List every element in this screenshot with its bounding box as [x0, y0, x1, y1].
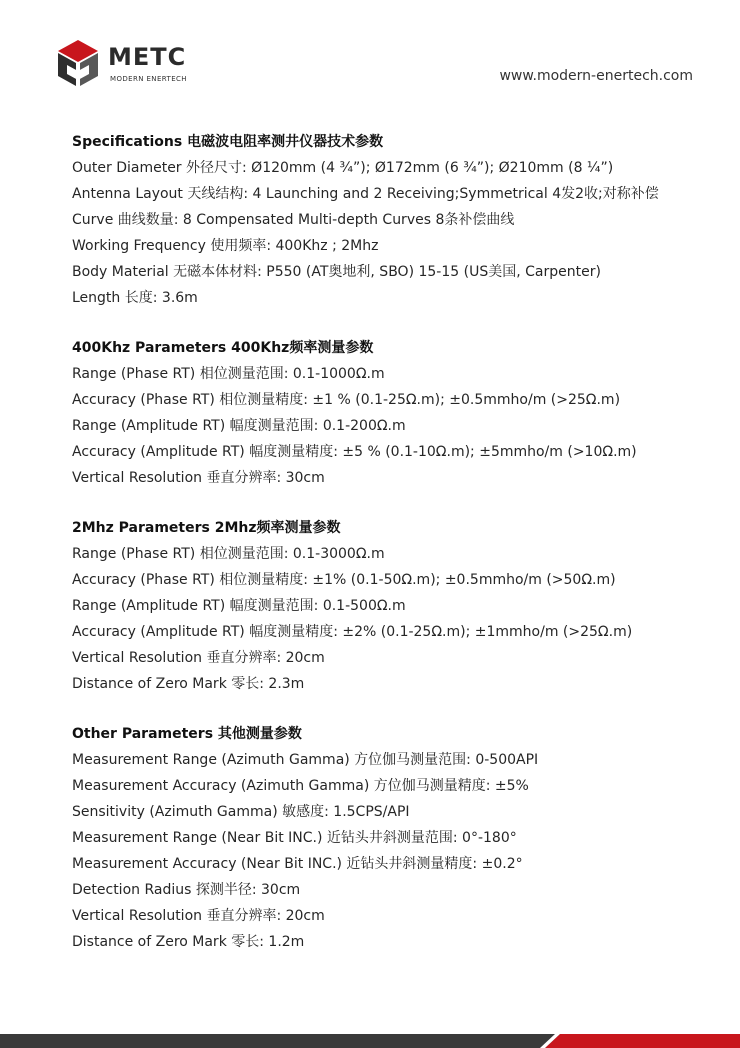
spec-line: Vertical Resolution 垂直分辨率: 30cm	[72, 470, 325, 486]
specifications-section	[72, 129, 712, 311]
spec-line: Distance of Zero Mark 零长: 2.3m	[72, 676, 305, 692]
page-footer	[0, 1024, 740, 1048]
metc-logo-icon	[55, 38, 101, 88]
section-title: Other Parameters 其他测量参数	[72, 726, 302, 742]
spec-content	[72, 129, 712, 979]
spec-line: Range (Amplitude RT) 幅度测量范围: 0.1-500Ω.m	[72, 598, 406, 614]
spec-line: Curve 曲线数量: 8 Compensated Multi-depth Curves 8条补偿曲线	[72, 212, 515, 228]
spec-line: Accuracy (Phase RT) 相位测量精度: ±1% (0.1-50Ω.m); ±0.5mmho/m (>50Ω.m)	[72, 572, 616, 588]
spec-line: Body Material 无磁本体材料: P550 (AT奥地利, SBO) 15-15 (US美国, Carpenter)	[72, 264, 601, 280]
footer-stripe	[0, 1028, 740, 1048]
spec-line: Measurement Range (Near Bit INC.) 近钻头井斜测量范围: 0°-180°	[72, 830, 517, 846]
logo-subtitle: MODERN ENERTECH	[110, 75, 187, 83]
spec-line: Accuracy (Amplitude RT) 幅度测量精度: ±5 % (0.1-10Ω.m); ±5mmho/m (>10Ω.m)	[72, 444, 637, 460]
spec-line: Outer Diameter 外径尺寸: Ø120mm (4 ¾”); Ø172mm (6 ¾”); Ø210mm (8 ¼”)	[72, 160, 614, 176]
400khz-parameters-section	[72, 335, 712, 491]
spec-line: Working Frequency 使用频率: 400Khz ; 2Mhz	[72, 238, 379, 254]
spec-line: Distance of Zero Mark 零长: 1.2m	[72, 934, 305, 950]
section-title: 400Khz Parameters 400Khz频率测量参数	[72, 340, 374, 356]
company-logo	[55, 38, 225, 88]
spec-line: Range (Phase RT) 相位测量范围: 0.1-3000Ω.m	[72, 546, 385, 562]
section-title: Specifications 电磁波电阻率测井仪器技术参数	[72, 134, 384, 150]
2mhz-parameters-section	[72, 515, 712, 697]
spec-line: Range (Amplitude RT) 幅度测量范围: 0.1-200Ω.m	[72, 418, 406, 434]
spec-line: Vertical Resolution 垂直分辨率: 20cm	[72, 650, 325, 666]
spec-line: Range (Phase RT) 相位测量范围: 0.1-1000Ω.m	[72, 366, 385, 382]
spec-line: Detection Radius 探测半径: 30cm	[72, 882, 301, 898]
spec-line: Measurement Accuracy (Near Bit INC.) 近钻头井斜测量精度: ±0.2°	[72, 856, 523, 872]
spec-line: Vertical Resolution 垂直分辨率: 20cm	[72, 908, 325, 924]
section-title: 2Mhz Parameters 2Mhz频率测量参数	[72, 520, 341, 536]
website-url[interactable]: www.modern-enertech.com	[499, 68, 693, 84]
logo-wordmark: METC	[108, 43, 187, 71]
spec-line: Antenna Layout 天线结构: 4 Launching and 2 Receiving;Symmetrical 4发2收;对称补偿	[72, 186, 659, 202]
spec-line: Accuracy (Amplitude RT) 幅度测量精度: ±2% (0.1-25Ω.m); ±1mmho/m (>25Ω.m)	[72, 624, 633, 640]
other-parameters-section	[72, 721, 712, 955]
spec-line: Sensitivity (Azimuth Gamma) 敏感度: 1.5CPS/API	[72, 804, 410, 820]
spec-line: Length 长度: 3.6m	[72, 290, 198, 306]
page-header	[0, 0, 740, 110]
spec-line: Measurement Accuracy (Azimuth Gamma) 方位伽马测量精度: ±5%	[72, 778, 529, 794]
spec-line: Measurement Range (Azimuth Gamma) 方位伽马测量范围: 0-500API	[72, 752, 539, 768]
spec-line: Accuracy (Phase RT) 相位测量精度: ±1 % (0.1-25Ω.m); ±0.5mmho/m (>25Ω.m)	[72, 392, 621, 408]
